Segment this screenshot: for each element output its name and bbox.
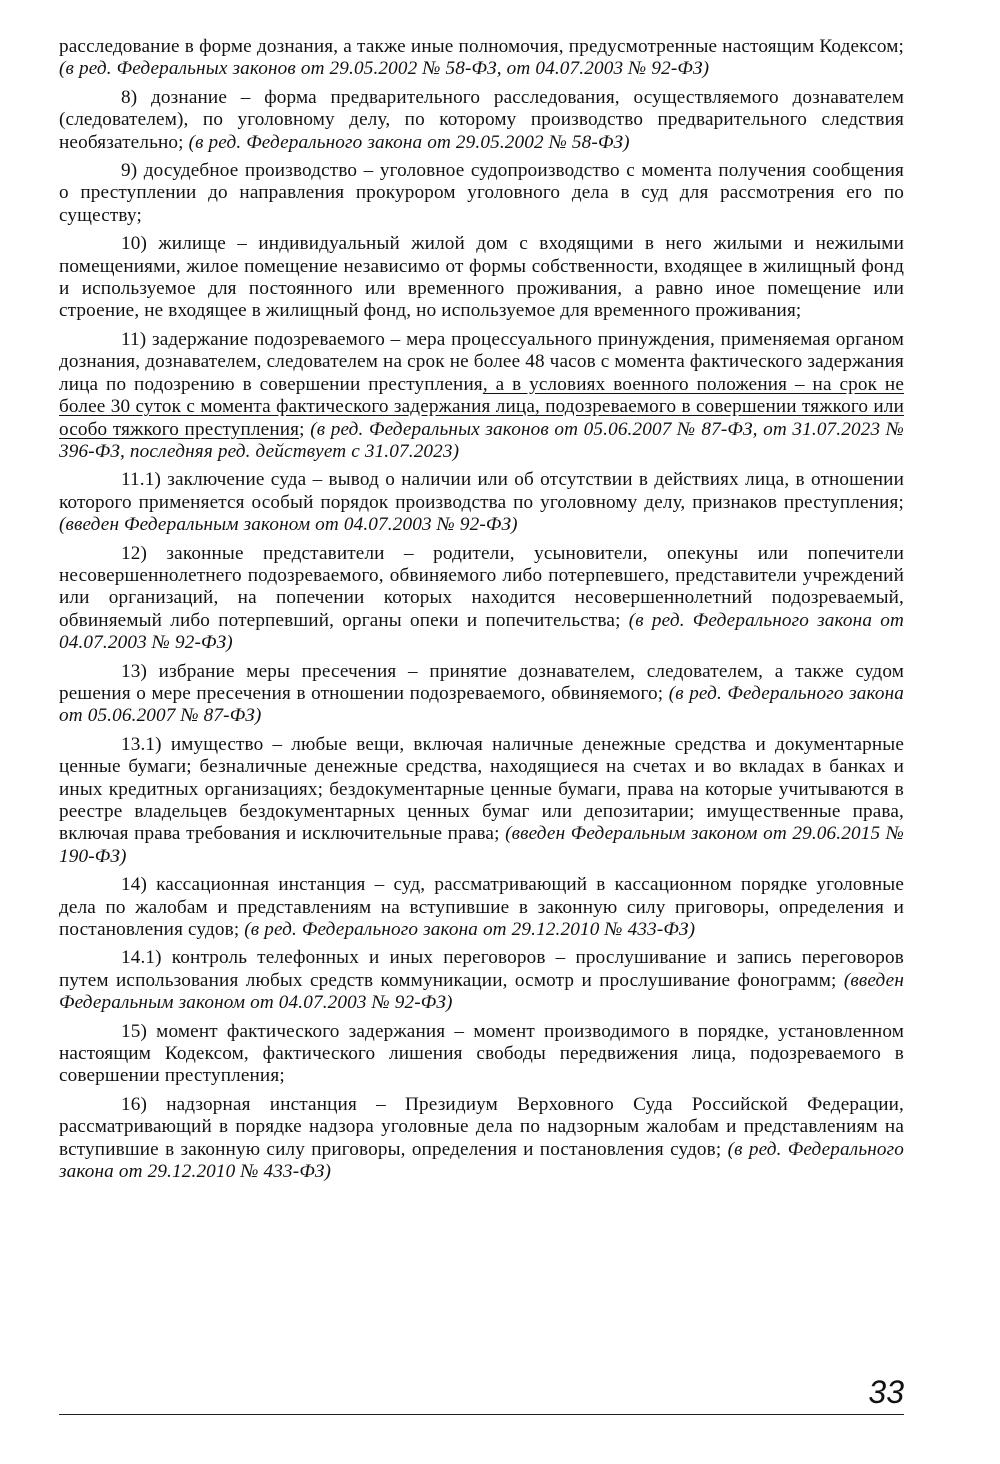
paragraph-text: 14.1) контроль телефонных и иных переговоров – прослушивание и запись переговоров путем использования любых средств коммуникации, осмотр и прослушивание фонограмм; [59,947,904,991]
paragraph-item-8 [59,87,904,154]
paragraph-item-14-1 [59,947,904,1014]
page-body [59,36,904,1190]
page-number: 33 [868,1374,904,1410]
footer-divider [59,1414,904,1415]
amendment-note: (в ред. Федерального закона от 29.12.2010 № 433-ФЗ) [59,1138,904,1183]
paragraph-text: 12) законные представители – родители, усыновители, опекуны или попечители несовершеннолетнего подозреваемого, обвиняемого либо потерпевшего, представители учреждений или организаций, на попечении которых находится несовершеннолетний подозреваемый, обвиняемый либо потерпевший, органы опеки и попечительства; [59,542,904,631]
amendment-note: (в ред. Федерального закона от 05.06.2007 № 87-ФЗ) [59,682,904,727]
paragraph-text: 9) досудебное производство – уголовное судопроизводство с момента получения сообщения о преступлении до направления прокурором уголовного дела в суд для рассмотрения его по существу; [59,160,904,226]
paragraph-text-tail: ; [299,418,311,440]
underlined-amended-text: , а в условиях военного положения – на срок не более 30 суток с момента фактического задержания лица, подозреваемого в совершении тяжкого или особо тяжкого преступления [59,373,904,440]
paragraph-item-10 [59,233,904,323]
paragraph-item-11-1 [59,469,904,536]
amendment-note: (в ред. Федерального закона от 29.12.2010 № 433-ФЗ) [244,919,696,941]
amendment-note: (введен Федеральным законом от 04.07.2003 № 92-ФЗ) [59,969,904,1014]
paragraph-item-16 [59,1094,904,1184]
paragraph-item-9 [59,160,904,227]
paragraph-text: 11.1) заключение суда – вывод о наличии или об отсутствии в действиях лица, в отношении которого применяется особый порядок производства по уголовному делу, признаков преступления; [59,469,904,513]
paragraph-item-12 [59,543,904,655]
paragraph-text: 11) задержание подозреваемого – мера процессуального принуждения, применяемая органом дознания, дознавателем, следователем на срок не более 48 часов с момента фактического задержания лица по подозрению в совершении преступления [59,328,904,395]
amendment-note: (в ред. Федеральных законов от 29.05.2002 № 58-ФЗ, от 04.07.2003 № 92-ФЗ) [59,58,710,80]
paragraph-text: 8) дознание – форма предварительного расследования, осуществляемого дознавателем (следователем), по уголовному делу, по которому производство предварительного следствия необязательно; [59,86,904,153]
paragraph-item-14 [59,874,904,941]
paragraph-text: 14) кассационная инстанция – суд, рассматривающий в кассационном порядке уголовные дела по жалобам и представлениям на вступившие в законную силу приговоры, определения и постановления судов; [59,874,904,941]
amendment-note: (в ред. Федерального закона от 04.07.2003 № 92-ФЗ) [59,609,904,654]
paragraph-item-15 [59,1021,904,1088]
paragraph-text: 15) момент фактического задержания – момент производимого в порядке, установленном настоящим Кодексом, фактического лишения свободы передвижения лица, подозреваемого в совершении преступления; [59,1020,904,1087]
paragraph-text: 16) надзорная инстанция – Президиум Верховного Суда Российской Федерации, рассматривающий в порядке надзора уголовные дела по надзорным жалобам и представлениям на вступившие в законную силу приговоры, определения и постановления судов; [59,1093,904,1160]
paragraph-item-13 [59,661,904,728]
amendment-note: (введен Федеральным законом от 29.06.2015 № 190-ФЗ) [59,823,904,867]
paragraph-item-13-1 [59,734,904,868]
amendment-note: (введен Федеральным законом от 04.07.2003 № 92-ФЗ) [59,514,518,536]
paragraph-text: 13) избрание меры пресечения – принятие дознавателем, следователем, а также судом решения о мере пресечения в отношении подозреваемого, обвиняемого; [59,660,904,704]
amendment-note: (в ред. Федерального закона от 29.05.2002 № 58-ФЗ) [188,131,630,153]
paragraph-text: 13.1) имущество – любые вещи, включая наличные денежные средства и документарные ценные бумаги; безналичные денежные средства, находящиеся на счетах и во вкладах в банках и иных кредитных организациях; бездокументарные ценные бумаги, права на которые учитываются в реестре владельцев бездокументарных ценных бумаг или депозитарии; имущественные права, включая права требования и исключительные права; [59,733,904,845]
paragraph-continuation [59,36,904,81]
amendment-note: (в ред. Федеральных законов от 05.06.2007 № 87-ФЗ, от 31.07.2023 № 396-ФЗ, последняя ред. действует с 31.07.2023) [59,418,904,462]
paragraph-text: 10) жилище – индивидуальный жилой дом с входящими в него жилыми и нежилыми помещениями, жилое помещение независимо от формы собственности, входящее в жилищный фонд и используемое для постоянного или временного проживания, а равно иное помещение или строение, не входящее в жилищный фонд, но используемое для временного проживания; [59,233,904,322]
paragraph-item-11 [59,329,904,463]
paragraph-text: расследование в форме дознания, а также иные полномочия, предусмотренные настоящим Кодексом; [59,36,904,57]
